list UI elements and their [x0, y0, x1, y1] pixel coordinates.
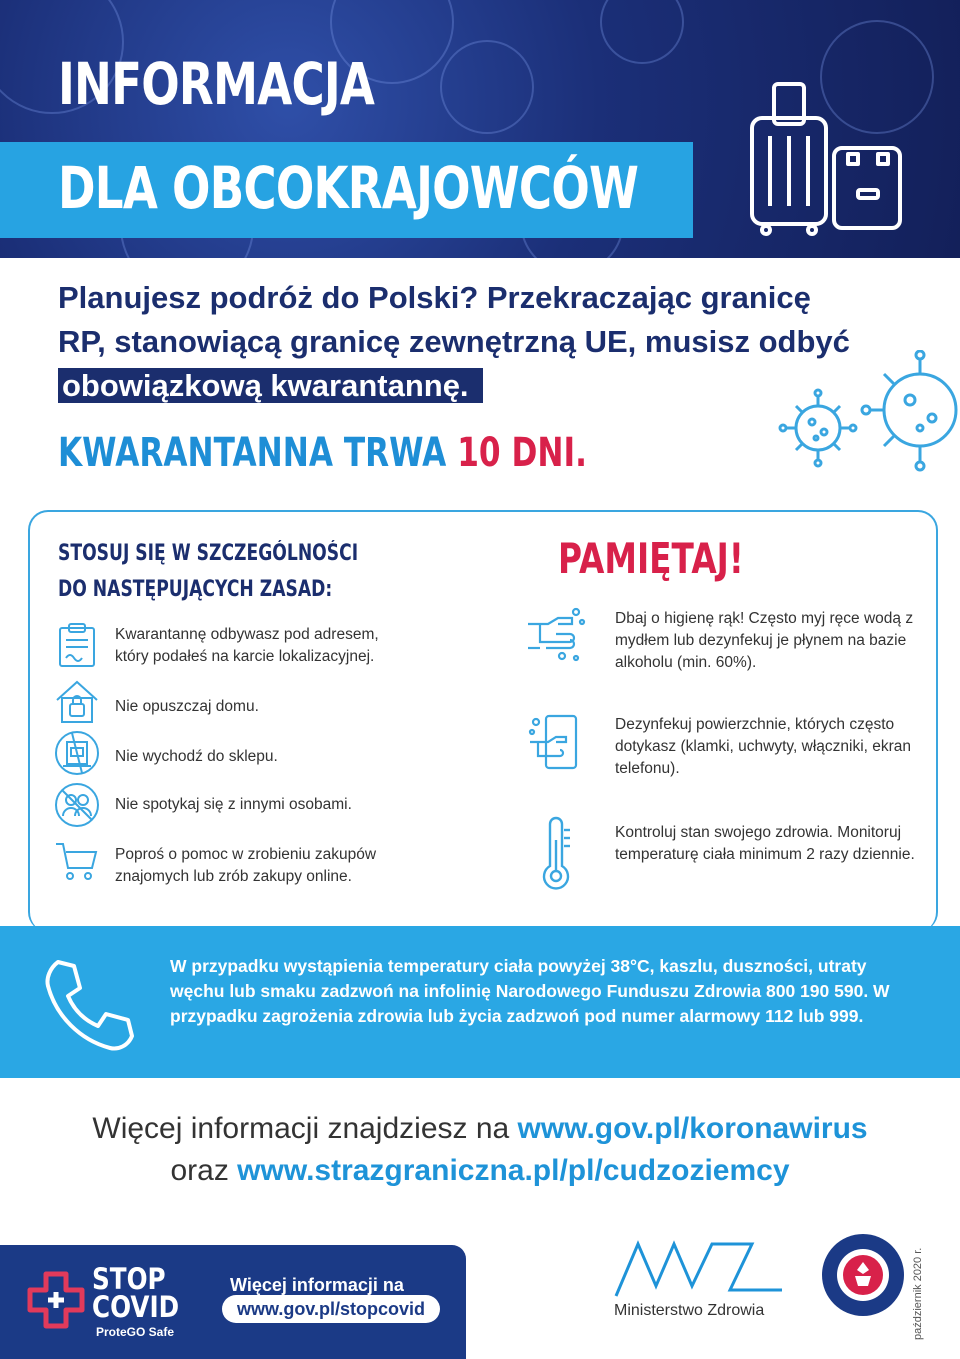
remember-heading: PAMIĘTAJ! [558, 534, 744, 583]
intro-text [58, 276, 858, 408]
phone-icon [36, 954, 136, 1054]
sanepid-seal-icon [820, 1232, 906, 1318]
link-strazgraniczna[interactable]: www.strazgraniczna.pl/pl/cudzoziemcy [237, 1154, 790, 1187]
thermometer-icon [536, 816, 576, 890]
rules-heading-line1: STOSUJ SIĘ W SZCZEGÓLNOŚCI [58, 541, 359, 566]
quarantine-duration [58, 430, 587, 476]
rule-item-no-shop: Nie wychodź do sklepu. [115, 748, 278, 765]
stopcovid-more-label: Więcej informacji na [230, 1275, 404, 1295]
rule-item-stay-home: Nie opuszczaj domu. [115, 698, 259, 715]
no-people-icon [54, 782, 100, 828]
rule-item-shopping-help: Poproś o pomoc w zrobieniu zakupów znajomych lub zrób zakupy online. [115, 846, 377, 885]
protego-label: ProteGO Safe [96, 1325, 175, 1339]
disinfect-surface-icon [526, 712, 586, 772]
intro-highlight: obowiązkową kwarantannę. [58, 368, 483, 403]
more-info-line2 [0, 1154, 960, 1188]
more-info-line1 [0, 1112, 960, 1146]
title-line2: DLA OBCOKRAJOWCÓW [58, 154, 639, 222]
ministry-name: Ministerstwo Zdrowia [614, 1302, 765, 1319]
quarantine-label: KWARANTANNA TRWA [58, 430, 458, 476]
suitcase-icon [748, 78, 908, 238]
stopcovid-logo-icon [26, 1270, 86, 1330]
rule-item-address: Kwarantannę odbywasz pod adresem, który podałeś na karcie lokalizacyjnej. [115, 626, 379, 665]
remember-item-hand-hygiene: Dbaj o higienę rąk! Często myj ręce wodą z mydłem lub dezynfekuj je płynem na bazie alkoholu (min. 60%). [615, 610, 914, 671]
more-info-prefix1: Więcej informacji znajdziesz na [92, 1112, 518, 1145]
house-lock-icon [54, 678, 100, 724]
rules-heading [58, 536, 358, 608]
hand-wash-icon [526, 604, 586, 664]
ministry-logo-icon [612, 1236, 792, 1300]
phone-info-text: W przypadku wystąpienia temperatury ciała powyżej 38°C, kaszlu, duszności, utraty węchu lub smaku zadzwoń na infolinię Narodowego Funduszu Zdrowia 800 190 590. W przypadku zagrożenia zdrowia lub życia zadzwoń pod numer alarmowy 112 lub 999. [170, 956, 890, 1026]
stopcovid-line1: STOP [92, 1262, 166, 1296]
shop-icon [54, 730, 100, 776]
rule-item-no-meetings: Nie spotykaj się z innymi osobami. [115, 796, 352, 813]
clipboard-icon [54, 622, 100, 668]
more-info-prefix2: oraz [170, 1154, 238, 1187]
date-label [902, 1240, 960, 1350]
date-text: październik 2020 r. [912, 1247, 924, 1340]
title-line1: INFORMACJA [58, 50, 375, 118]
virus-icon [770, 350, 960, 490]
remember-item-temperature: Kontroluj stan swojego zdrowia. Monitoruj temperaturę ciała minimum 2 razy dziennie. [615, 824, 915, 863]
stopcovid-title [92, 1262, 180, 1324]
remember-item-disinfect: Dezynfekuj powierzchnie, których często dotykasz (klamki, uchwyty, włączniki, ekran telefonu). [615, 716, 912, 777]
link-stopcovid[interactable]: www.gov.pl/stopcovid [222, 1295, 440, 1323]
stopcovid-line2: COVID [92, 1290, 180, 1324]
quarantine-days: 10 DNI. [457, 430, 587, 476]
shopping-cart-icon [54, 838, 100, 884]
link-koronawirus[interactable]: www.gov.pl/koronawirus [517, 1112, 868, 1145]
rules-heading-line2: DO NASTĘPUJĄCYCH ZASAD: [58, 577, 333, 602]
intro-text-main: Planujesz podróż do Polski? Przekraczając granicę RP, stanowiącą granicę zewnętrzną UE, musisz odbyć [58, 280, 850, 359]
